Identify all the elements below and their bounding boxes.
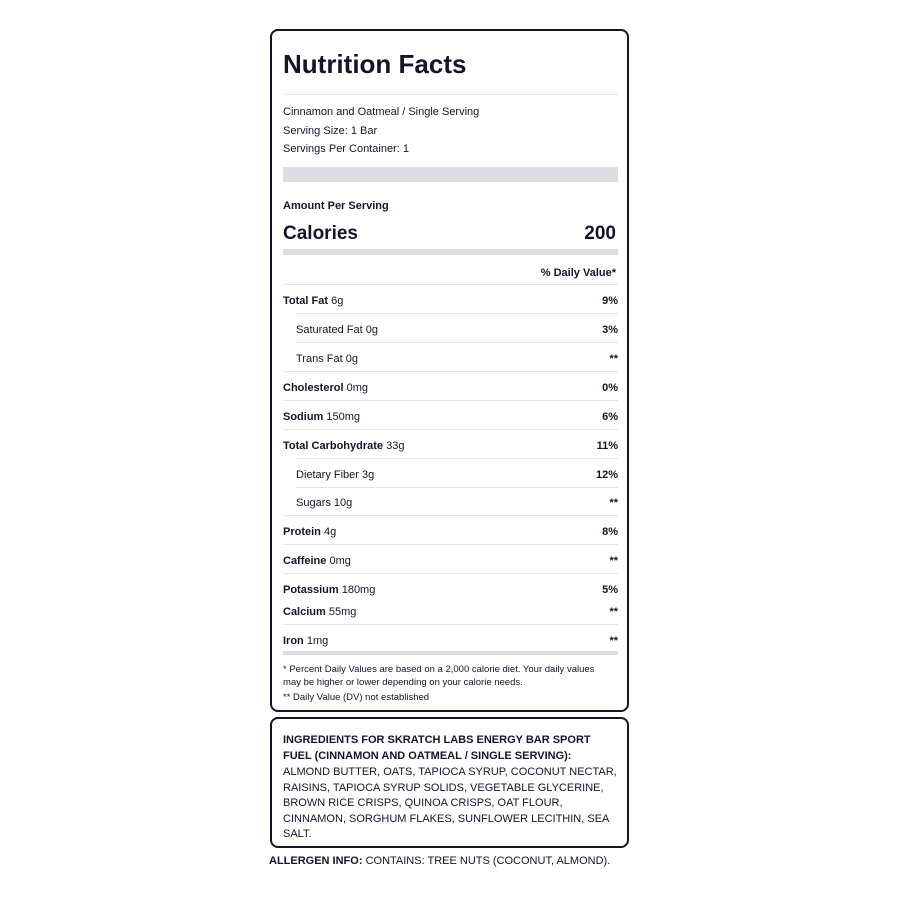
divider — [283, 371, 618, 372]
nutrient-name: Calcium — [283, 606, 326, 618]
medium-divider-bar — [283, 249, 618, 255]
product-line: Cinnamon and Oatmeal / Single Serving — [283, 106, 480, 118]
nutrient-row-protein — [283, 526, 618, 540]
nutrient-amount: 6g — [331, 295, 344, 307]
nutrition-facts-title: Nutrition Facts — [283, 49, 467, 79]
nutrient-name: Saturated Fat — [296, 324, 363, 336]
nutrient-name: Sodium — [283, 411, 324, 423]
nutrient-amount: 180mg — [341, 584, 376, 596]
allergen-text: CONTAINS: TREE NUTS (COCONUT, ALMOND). — [365, 855, 611, 867]
nutrient-dv: ** — [609, 353, 618, 365]
nutrient-dv: 3% — [602, 324, 618, 336]
nutrient-dv: 5% — [602, 584, 618, 596]
nutrient-dv: ** — [609, 555, 618, 567]
nutrient-dv: 12% — [595, 469, 618, 481]
divider — [296, 342, 618, 343]
allergen-info — [269, 855, 610, 867]
divider — [296, 487, 618, 488]
nutrient-row-trans-fat — [283, 353, 618, 367]
serving-size: Serving Size: 1 Bar — [283, 125, 378, 137]
amount-per-serving: Amount Per Serving — [283, 200, 389, 212]
nutrient-name: Total Carbohydrate — [283, 440, 384, 452]
ingredients-heading: INGREDIENTS FOR SKRATCH LABS ENERGY BAR SPORT FUEL (CINNAMON AND OATMEAL / SINGLE SERVING): — [283, 734, 591, 762]
dv-not-established-footnote: ** Daily Value (DV) not established — [283, 692, 430, 703]
divider — [283, 515, 618, 516]
daily-value-header: % Daily Value* — [540, 267, 616, 279]
daily-value-footnote: * Percent Daily Values are based on a 2,000 calorie diet. Your daily values may be higher or lower depending on your calorie needs. — [283, 664, 595, 688]
calories-label: Calories — [283, 223, 358, 244]
nutrient-dv: 9% — [602, 295, 618, 307]
nutrient-row-total-carbohydrate — [283, 440, 618, 454]
divider — [283, 624, 618, 625]
bottom-divider-bar — [283, 651, 618, 655]
divider — [283, 544, 618, 545]
nutrient-dv: ** — [609, 497, 618, 509]
nutrient-dv: 6% — [602, 411, 618, 423]
nutrient-amount: 33g — [386, 440, 405, 452]
nutrient-amount: 0g — [365, 324, 378, 336]
divider — [283, 429, 618, 430]
calories-value: 200 — [584, 223, 616, 244]
nutrient-row-dietary-fiber — [283, 469, 618, 483]
nutrient-dv: 8% — [602, 526, 618, 538]
nutrient-amount: 0mg — [329, 555, 351, 567]
nutrient-row-iron — [283, 635, 618, 649]
nutrient-name: Sugars — [296, 497, 331, 509]
nutrient-name: Iron — [283, 635, 304, 647]
divider — [283, 400, 618, 401]
nutrient-name: Cholesterol — [283, 382, 344, 394]
divider — [283, 573, 618, 574]
nutrition-facts-panel — [270, 29, 629, 712]
nutrient-row-cholesterol — [283, 382, 618, 396]
allergen-label: ALLERGEN INFO: — [269, 855, 363, 867]
nutrient-name: Total Fat — [283, 295, 329, 307]
nutrient-row-calcium — [283, 606, 618, 620]
nutrient-amount: 55mg — [328, 606, 357, 618]
divider — [296, 458, 618, 459]
nutrient-amount: 0g — [345, 353, 358, 365]
nutrient-row-sodium — [283, 411, 618, 425]
nutrient-name: Dietary Fiber — [296, 469, 359, 481]
nutrient-row-sugars — [283, 497, 618, 511]
nutrient-amount: 4g — [323, 526, 337, 538]
nutrient-dv: ** — [609, 635, 618, 647]
nutrient-amount: 10g — [333, 497, 353, 509]
nutrient-name: Caffeine — [283, 555, 327, 567]
divider — [296, 313, 618, 314]
divider — [283, 94, 618, 95]
nutrient-row-saturated-fat — [283, 324, 618, 338]
nutrient-dv: 0% — [602, 382, 618, 394]
nutrient-amount: 0mg — [346, 382, 368, 394]
nutrient-dv: ** — [609, 606, 618, 618]
ingredients-list: ALMOND BUTTER, OATS, TAPIOCA SYRUP, COCONUT NECTAR, RAISINS, TAPIOCA SYRUP SOLIDS, VEGETABLE GLYCERINE, BROWN RICE CRISPS, QUINOA CRISPS, OAT FLOUR, CINNAMON, SORGHUM FLAKES, SUNFLOWER LECITHIN, SEA SALT. — [283, 766, 617, 840]
nutrient-dv: 11% — [596, 440, 618, 452]
divider — [283, 284, 618, 285]
nutrient-row-total-fat — [283, 295, 618, 309]
nutrient-amount: 3g — [362, 469, 375, 481]
nutrient-amount: 150mg — [326, 411, 361, 423]
thick-divider-bar — [283, 167, 618, 182]
nutrient-row-caffeine — [283, 555, 618, 569]
nutrient-name: Protein — [283, 526, 321, 538]
nutrient-row-potassium — [283, 584, 618, 598]
servings-per-container: Servings Per Container: 1 — [283, 143, 409, 155]
nutrient-name: Potassium — [283, 584, 339, 596]
nutrient-amount: 1mg — [306, 635, 329, 647]
ingredients-panel — [270, 717, 629, 848]
nutrient-name: Trans Fat — [296, 353, 343, 365]
